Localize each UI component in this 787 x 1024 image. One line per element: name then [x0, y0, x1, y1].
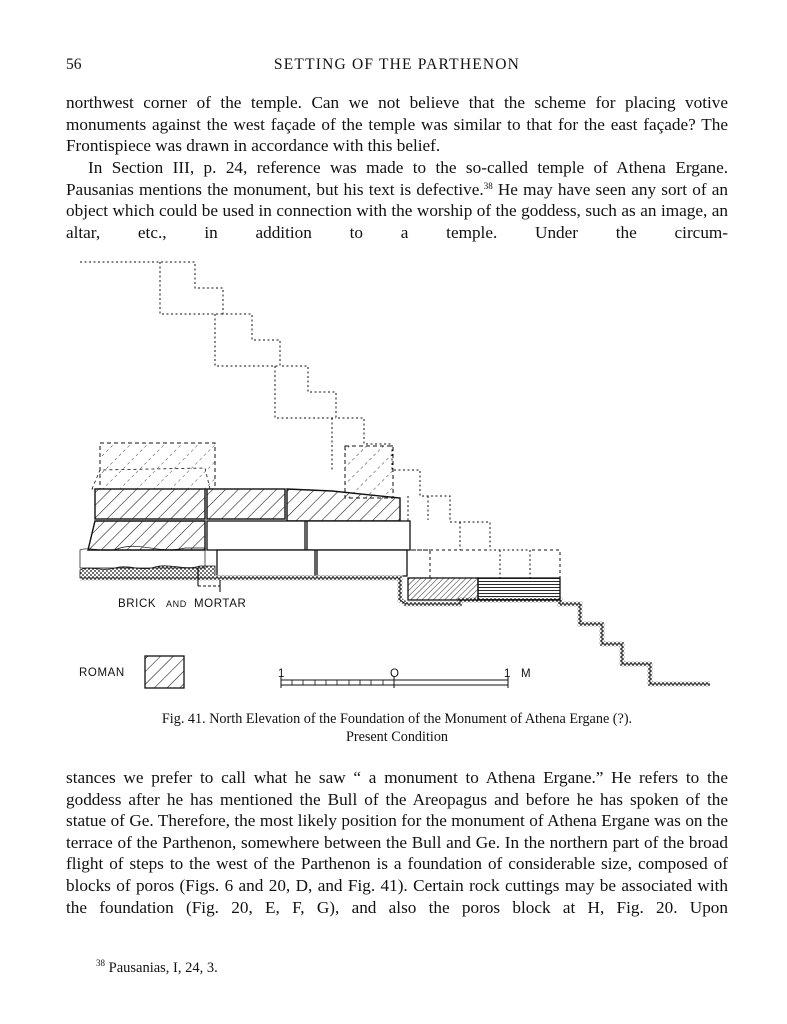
caption-line-1: Fig. 41. North Elevation of the Foundation of the Monument of Athena Ergane (?). [161, 711, 633, 727]
elevation-drawing [70, 250, 730, 710]
legend-label: ROMAN [79, 667, 125, 679]
paragraph-1: northwest corner of the temple. Can we not believe that the scheme for placing votive monuments against the west façade of the temple was similar to that for the east façade? The Frontispiece was drawn in accordance with this belief. [66, 93, 728, 156]
paragraph-2-text-b: He may have seen any sort of an object which could be used in connection with the worship of the goddess, such as an image, an altar, etc., in addition to a temple. Under the circum- [66, 179, 728, 242]
reconstructed-blocks-right [407, 521, 560, 578]
page-header [66, 56, 728, 78]
step-block-hatched [408, 578, 478, 600]
brick-mortar-label-3: MORTAR [194, 598, 247, 610]
figure-caption [66, 710, 728, 746]
brick-mortar-label-2: AND [166, 599, 187, 609]
upper-block-center [345, 446, 393, 498]
scale-label-left: 1 [278, 668, 285, 680]
footnote-reference: 38 [483, 180, 493, 191]
paragraph-2 [66, 157, 728, 243]
brick-mortar-label-1: BRICK [118, 598, 157, 610]
footnote-marker: 38 [96, 958, 105, 968]
scale-label-right: 1 [504, 668, 511, 680]
step-block-lined [478, 578, 560, 600]
footnote [96, 960, 218, 977]
scale-unit: M [521, 668, 532, 680]
paragraph-2-text-a: In Section III, p. 24, reference was made to the so-called temple of Athena Ergane. Pausanias mentions the monument, but his text is defective. [66, 158, 728, 199]
caption-line-2: Present Condition [345, 729, 449, 745]
legend-swatch [145, 656, 184, 688]
running-head: SETTING OF THE PARTHENON [273, 56, 521, 73]
roman-course-top [95, 489, 400, 521]
scale-label-mid: O [390, 668, 400, 680]
page-number: 56 [66, 56, 82, 73]
roman-block-lower-left [88, 521, 205, 550]
figure-41 [70, 250, 730, 710]
poros-blocks [207, 521, 410, 576]
upper-block-left [100, 443, 215, 489]
footnote-text: Pausanias, I, 24, 3. [108, 960, 218, 976]
paragraph-3: stances we prefer to call what he saw “ a monument to Athena Ergane.” He refers to the goddess after he has mentioned the Bull of the Areopagus and before he has spoken of the statue of Ge. Therefore, the most likely position for the monument of Athena Ergane was on the terrace of the Parthenon, somewhere between the Bull and Ge. In the northern part of the broad flight of steps to the west of the Parthenon is a foundation of considerable size, composed of blocks of poros (Figs. 6 and 20, D, and Fig. 41). Certain rock cuttings may be associated with the foundation (Fig. 20, E, F, G), and also the poros block at H, Fig. 20. Upon [66, 768, 728, 917]
